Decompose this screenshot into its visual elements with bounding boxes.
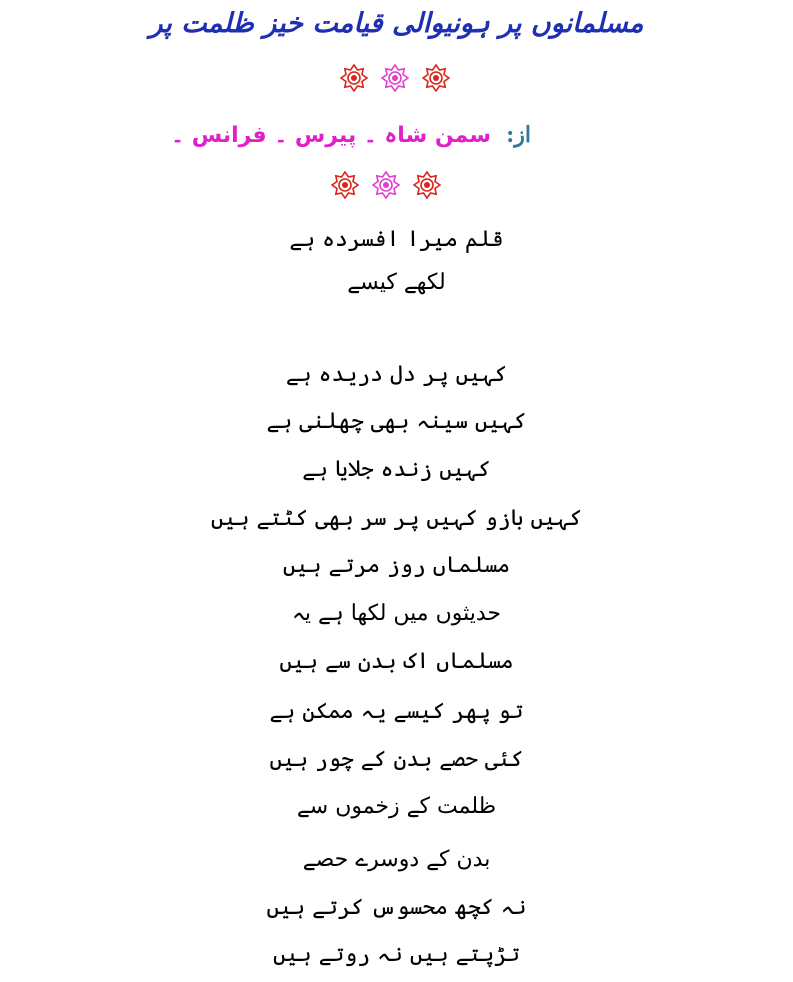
pink-flower-icon xyxy=(372,171,400,199)
verse-line: کئی حصے بدن کے چور ہیں xyxy=(269,747,524,772)
verse-line: بدن کے دوسرے حصے xyxy=(302,847,491,872)
verse-line: ظلمت کے زخموں سے xyxy=(296,794,497,819)
red-flower-icon xyxy=(413,171,441,199)
verse-line: کہیں سینہ بھی چھلنی ہے xyxy=(266,409,527,434)
author-prefix: از: xyxy=(506,122,531,148)
verse-line: کہیں بازو کہیں پر سر بھی کٹتے ہیں xyxy=(210,506,583,531)
verse-line: تو پھر کیسے یہ ممکن ہے xyxy=(269,699,524,724)
red-flower-icon xyxy=(331,171,359,199)
ornament-row-top xyxy=(340,64,450,92)
author-name: سمن شاہ ۔ پیرس ۔ فرانس ۔ xyxy=(171,123,492,148)
intro-line: لکھے کیسے xyxy=(347,270,446,295)
verse-line: مسلماں اک بدن سے ہیں xyxy=(279,649,514,674)
author-line xyxy=(171,118,531,154)
verse-line: حدیثوں میں لکھا ہے یہ xyxy=(291,601,502,626)
red-flower-icon xyxy=(340,64,368,92)
verse-line: تڑپتے ہیں نہ روتے ہیں xyxy=(272,942,521,967)
ornament-row-bottom xyxy=(331,171,441,199)
intro-line: قلم میرا افسردہ ہے xyxy=(289,227,504,252)
verse-line: کہیں زندہ جلایا ہے xyxy=(302,457,491,482)
red-flower-icon xyxy=(422,64,450,92)
poem-title: مسلمانوں پر ہونیوالی قیامت خیز ظلمت پر xyxy=(149,8,644,39)
verse-line: کہیں پر دل دریدہ ہے xyxy=(285,362,508,387)
verse-line: مسلماں روز مرتے ہیں xyxy=(282,553,511,578)
verse-line: نہ کچھ محسوس کرتے ہیں xyxy=(266,895,527,920)
pink-flower-icon xyxy=(381,64,409,92)
